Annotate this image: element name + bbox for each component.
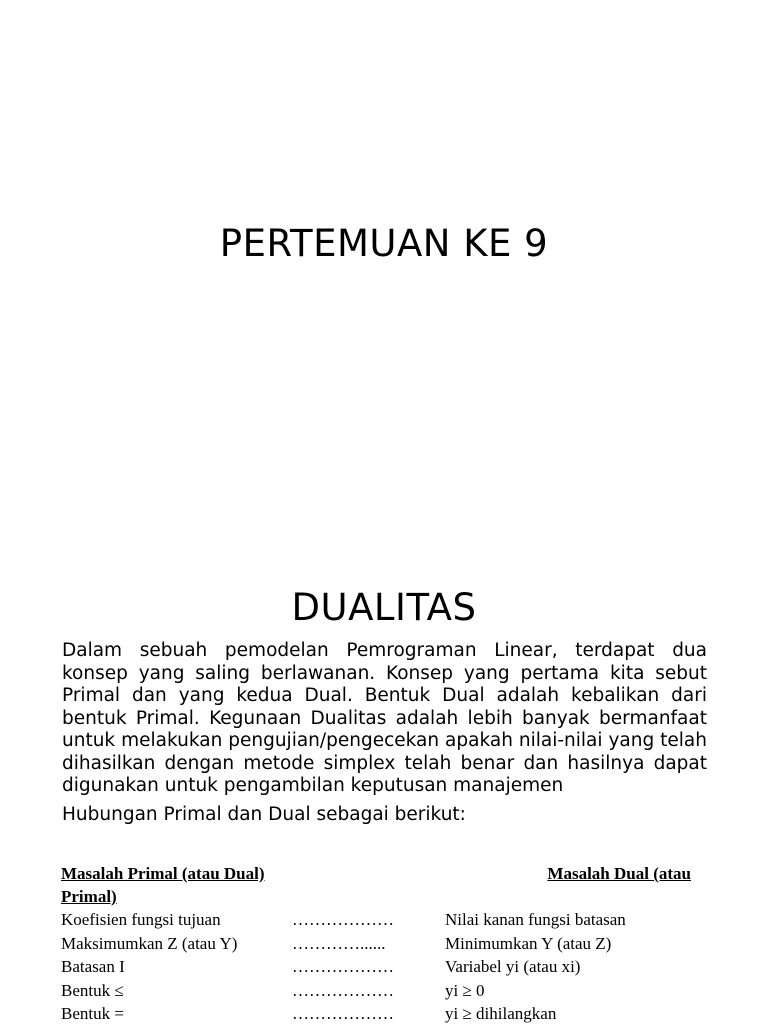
intro-paragraph: Dalam sebuah pemodelan Pemrograman Linear, terdapat dua konsep yang saling berlawanan. Konsep yang pertama kita sebut Primal dan yang kedua Dual. Bentuk Dual adalah kebalikan dari bentuk Primal. Kegunaan Dualitas adalah lebih banyak bermanfaat untuk melakukan pengujian/pengecekan apakah nilai-nilai yang telah dihasilkan dengan metode simplex telah benar dan hasilnya dapat digunakan untuk pengambilan keputusan manajemen — [62, 640, 707, 796]
section-title: DUALITAS — [291, 586, 477, 629]
primal-cell: Batasan I — [61, 957, 125, 976]
dots-cell: …………...... — [292, 933, 386, 953]
dual-cell: Variabel yi (atau xi) — [445, 957, 581, 976]
table-row — [61, 908, 711, 932]
slide-title: PERTEMUAN KE 9 — [219, 222, 549, 265]
relation-text: Hubungan Primal dan Dual sebagai berikut: — [62, 804, 466, 825]
primal-cell: Bentuk = — [61, 1004, 124, 1023]
dots-cell: ……………… — [292, 957, 394, 976]
header-primal: Masalah Primal (atau Dual) — [61, 864, 265, 883]
dots-cell: ……………… — [292, 980, 394, 1000]
table-row — [61, 979, 711, 1003]
primal-cell: Koefisien fungsi tujuan — [61, 910, 221, 929]
table-row — [61, 955, 711, 979]
table-row — [61, 932, 711, 956]
primal-cell: Maksimumkan Z (atau Y) — [61, 933, 238, 953]
dual-cell: Minimumkan Y (atau Z) — [445, 933, 612, 953]
slide-title-page — [0, 0, 768, 512]
dual-cell: yi ≥ 0 — [445, 980, 485, 1000]
header-primal-continued: Primal) — [61, 887, 117, 906]
dual-cell: yi ≥ dihilangkan — [445, 1004, 557, 1023]
dual-cell: Nilai kanan fungsi batasan — [445, 910, 626, 929]
slide-dualitas — [0, 512, 768, 1024]
primal-cell: Bentuk ≤ — [61, 980, 124, 1000]
table-row — [61, 1002, 711, 1026]
header-dual: Masalah Dual (atau — [547, 864, 691, 883]
dots-cell: ……………… — [292, 1004, 394, 1023]
dots-cell: ……………… — [292, 910, 394, 929]
